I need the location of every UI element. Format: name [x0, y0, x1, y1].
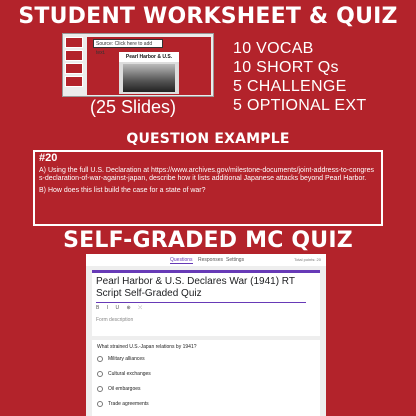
format-toolbar[interactable]: B I U ⊕ ⤫ [96, 305, 146, 311]
radio-icon[interactable] [97, 356, 103, 362]
form-title[interactable]: Pearl Harbor & U.S. Declares War (1941) RT Script Self-Graded Quiz [96, 276, 295, 299]
question-part-b: B) How does this list build the case for a state of war? [39, 187, 206, 194]
radio-icon[interactable] [97, 371, 103, 377]
form-description[interactable]: Form description [96, 317, 134, 323]
slide-thumbnail [65, 50, 83, 61]
form-title-card [92, 270, 320, 336]
option-label: Oil embargoes [108, 386, 141, 392]
question-text: What strained U.S.-Japan relations by 1941? [97, 344, 197, 350]
option-row[interactable] [97, 401, 315, 407]
slides-count: (25 Slides) [90, 97, 177, 117]
page-title: STUDENT WORKSHEET & QUIZ [18, 4, 398, 29]
google-form-preview [86, 254, 326, 416]
form-tabs [86, 254, 326, 266]
tab-settings[interactable]: Settings [226, 257, 245, 263]
content-stats [233, 39, 366, 115]
stat-optional-ext: 5 OPTIONAL EXT [233, 97, 367, 114]
stat-short-questions: 10 SHORT Qs [233, 59, 339, 76]
question-card [92, 340, 320, 416]
poster-image [119, 52, 179, 94]
question-number: #20 [39, 152, 58, 164]
stat-challenge: 5 CHALLENGE [233, 78, 347, 95]
radio-icon[interactable] [97, 401, 103, 407]
question-part-a: A) Using the full U.S. Declaration at https://www.archives.gov/milestone-documents/joint-address-to-congress-declaration-of-war-against-japan, describe how it lists additional Japanese attacks beyond Pearl Harbor. [39, 167, 374, 182]
stat-vocab: 10 VOCAB [233, 40, 314, 57]
poster-caption: Pearl Harbor & U.S. [119, 52, 179, 62]
slide-thumbnail [65, 63, 83, 74]
option-label: Cultural exchanges [108, 371, 151, 377]
tab-responses[interactable]: Responses [198, 257, 224, 263]
warship-image [123, 64, 175, 92]
option-row[interactable] [97, 356, 315, 362]
option-row[interactable] [97, 386, 315, 392]
slide-thumbnails [65, 37, 83, 95]
slide-thumbnail [65, 37, 83, 48]
option-label: Military alliances [108, 356, 145, 362]
source-note: Source: Click here to add text. [93, 39, 163, 48]
tab-questions[interactable]: Questions [170, 257, 193, 263]
question-example-heading: QUESTION EXAMPLE [126, 131, 290, 147]
quiz-heading: SELF-GRADED MC QUIZ [63, 228, 353, 253]
title-underline [96, 302, 306, 303]
total-points: Total points: 20 [294, 257, 321, 262]
slide-thumbnail [65, 76, 83, 87]
option-label: Trade agreements [108, 401, 149, 407]
question-example-box [33, 150, 383, 226]
slides-preview [62, 33, 214, 97]
radio-icon[interactable] [97, 386, 103, 392]
option-row[interactable] [97, 371, 315, 377]
